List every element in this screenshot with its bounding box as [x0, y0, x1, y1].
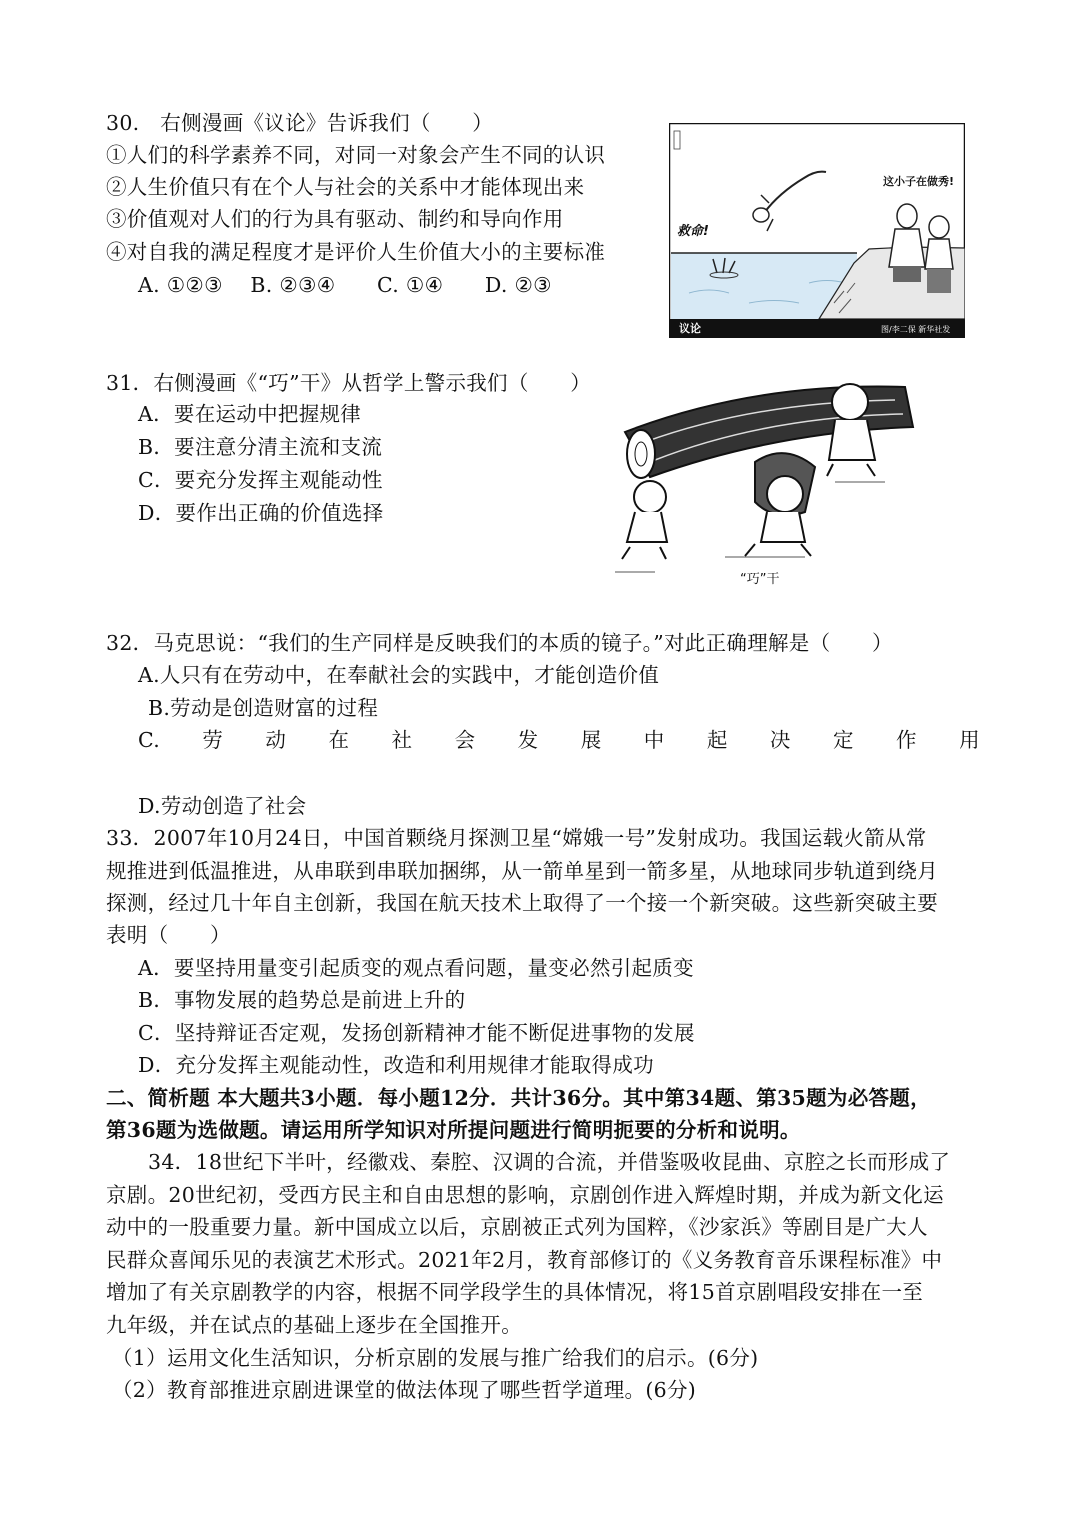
- q33-option-c: C．坚持辩证否定观，发扬创新精神才能不断促进事物的发展: [138, 1021, 695, 1045]
- q30-item-4: ④对自我的满足程度才是评价人生价值大小的主要标准: [106, 240, 606, 264]
- q33-line-3: 探测，经过几十年自主创新，我国在航天技术上取得了一个接一个新突破。这些新突破主要: [106, 891, 938, 915]
- q32-c-char: 劳: [202, 728, 224, 752]
- cartoon-discussion: [669, 123, 965, 338]
- q34-line-1: 34．18世纪下半叶，经徽戏、秦腔、汉调的合流，并借鉴吸收昆曲、京腔之长而形成了: [148, 1150, 951, 1174]
- q32-c-char: 作: [896, 728, 917, 752]
- q33-option-a: A．要坚持用量变引起质变的观点看问题，量变必然引起质变: [138, 956, 694, 980]
- q30-stem: 30. 右侧漫画《议论》告诉我们（ ）: [106, 111, 494, 135]
- cartoon-clever-caption: “巧”干: [740, 572, 780, 587]
- q30-item-1: ①人们的科学素养不同，对同一对象会产生不同的认识: [106, 143, 606, 167]
- q33-option-b: B．事物发展的趋势总是前进上升的: [138, 988, 466, 1012]
- q31-option-b: B．要注意分清主流和支流: [138, 435, 383, 459]
- q34-line-2: 京剧。20世纪初，受西方民主和自由思想的影响，京剧创作进入辉煌时期，并成为新文化运: [106, 1183, 944, 1207]
- q32-c-char: 中: [643, 728, 665, 752]
- q32-c-char: 动: [265, 728, 287, 752]
- q34-line-3: 动中的一股重要力量。新中国成立以后，京剧被正式列为国粹，《沙家浜》等剧目是广大人: [106, 1215, 928, 1239]
- cartoon-clever-work-drawing: [605, 372, 935, 592]
- q32-c-char: 在: [328, 728, 350, 752]
- q31-option-d: D．要作出正确的价值选择: [138, 501, 384, 525]
- q31-option-c: C．要充分发挥主观能动性: [138, 468, 383, 492]
- cartoon-clever-work: [605, 372, 935, 592]
- q32-c-char: 展: [580, 728, 602, 752]
- q33-option-d: D．充分发挥主观能动性，改造和利用规律才能取得成功: [138, 1053, 654, 1077]
- q32-c-char: 起: [706, 728, 728, 752]
- q32-c-char: 定: [832, 728, 854, 752]
- cartoon-title: 议论: [679, 322, 701, 335]
- q32-c-char: 决: [769, 728, 791, 752]
- q33-line-1: 33．2007年10月24日，中国首颗绕月探测卫星“嫦娥一号”发射成功。我国运载火箭从常: [106, 826, 927, 850]
- section2-heading-1: 二、简析题 本大题共3小题．每小题12分．共计36分。其中第34题、第35题为必答题，: [106, 1086, 931, 1110]
- q32-c-char: 用: [959, 728, 980, 752]
- q34-line-5: 增加了有关京剧教学的内容，根据不同学段学生的具体情况，将15首京剧唱段安排在一至: [106, 1280, 924, 1304]
- q32-c-char: 会: [454, 728, 476, 752]
- q33-line-4: 表明（ ）: [106, 923, 231, 947]
- q32-c-char: 社: [391, 728, 413, 752]
- q33-line-2: 规推进到低温推进，从串联到串联加捆绑，从一箭单星到一箭多星，从地球同步轨道到绕月: [106, 859, 938, 883]
- cartoon-credit: 图/李二保 新华社发: [881, 325, 951, 334]
- q32-option-b: B.劳动是创造财富的过程: [148, 696, 379, 720]
- speech-bubble-right: 这小子在做秀!: [883, 175, 955, 188]
- q32-option-a: A.人只有在劳动中，在奉献社会的实践中，才能创造价值: [138, 663, 660, 687]
- speech-bubble-left: 救命!: [677, 224, 709, 239]
- q32-c-char: 发: [517, 728, 539, 752]
- q34-line-6: 九年级，并在试点的基础上逐步在全国推开。: [106, 1313, 522, 1337]
- q32-option-c: [138, 724, 980, 756]
- q34-sub-1: （1）运用文化生活知识，分析京剧的发展与推广给我们的启示。(6分): [112, 1346, 759, 1370]
- q34-line-4: 民群众喜闻乐见的表演艺术形式。2021年2月，教育部修订的《义务教育音乐课程标准》中: [106, 1248, 943, 1272]
- q32-option-d: D.劳动创造了社会: [138, 794, 307, 818]
- q30-item-3: ③价值观对人们的行为具有驱动、制约和导向作用: [106, 207, 564, 231]
- q31-stem: 31．右侧漫画《“巧”干》从哲学上警示我们（ ）: [106, 371, 592, 395]
- q31-option-a: A．要在运动中把握规律: [138, 402, 362, 426]
- cartoon-discussion-drawing: [669, 123, 965, 338]
- q34-sub-2: （2）教育部推进京剧进课堂的做法体现了哪些哲学道理。(6分): [112, 1378, 697, 1402]
- q30-options: A. ①②③ B. ②③④ C. ①④ D. ②③: [138, 273, 552, 297]
- q30-item-2: ②人生价值只有在个人与社会的关系中才能体现出来: [106, 175, 585, 199]
- q32-c-char: C.: [138, 728, 161, 752]
- section2-heading-2: 第36题为选做题。请运用所学知识对所提问题进行简明扼要的分析和说明。: [106, 1118, 801, 1142]
- q32-stem: 32．马克思说：“我们的生产同样是反映我们的本质的镜子。”对此正确理解是（ ）: [106, 631, 893, 655]
